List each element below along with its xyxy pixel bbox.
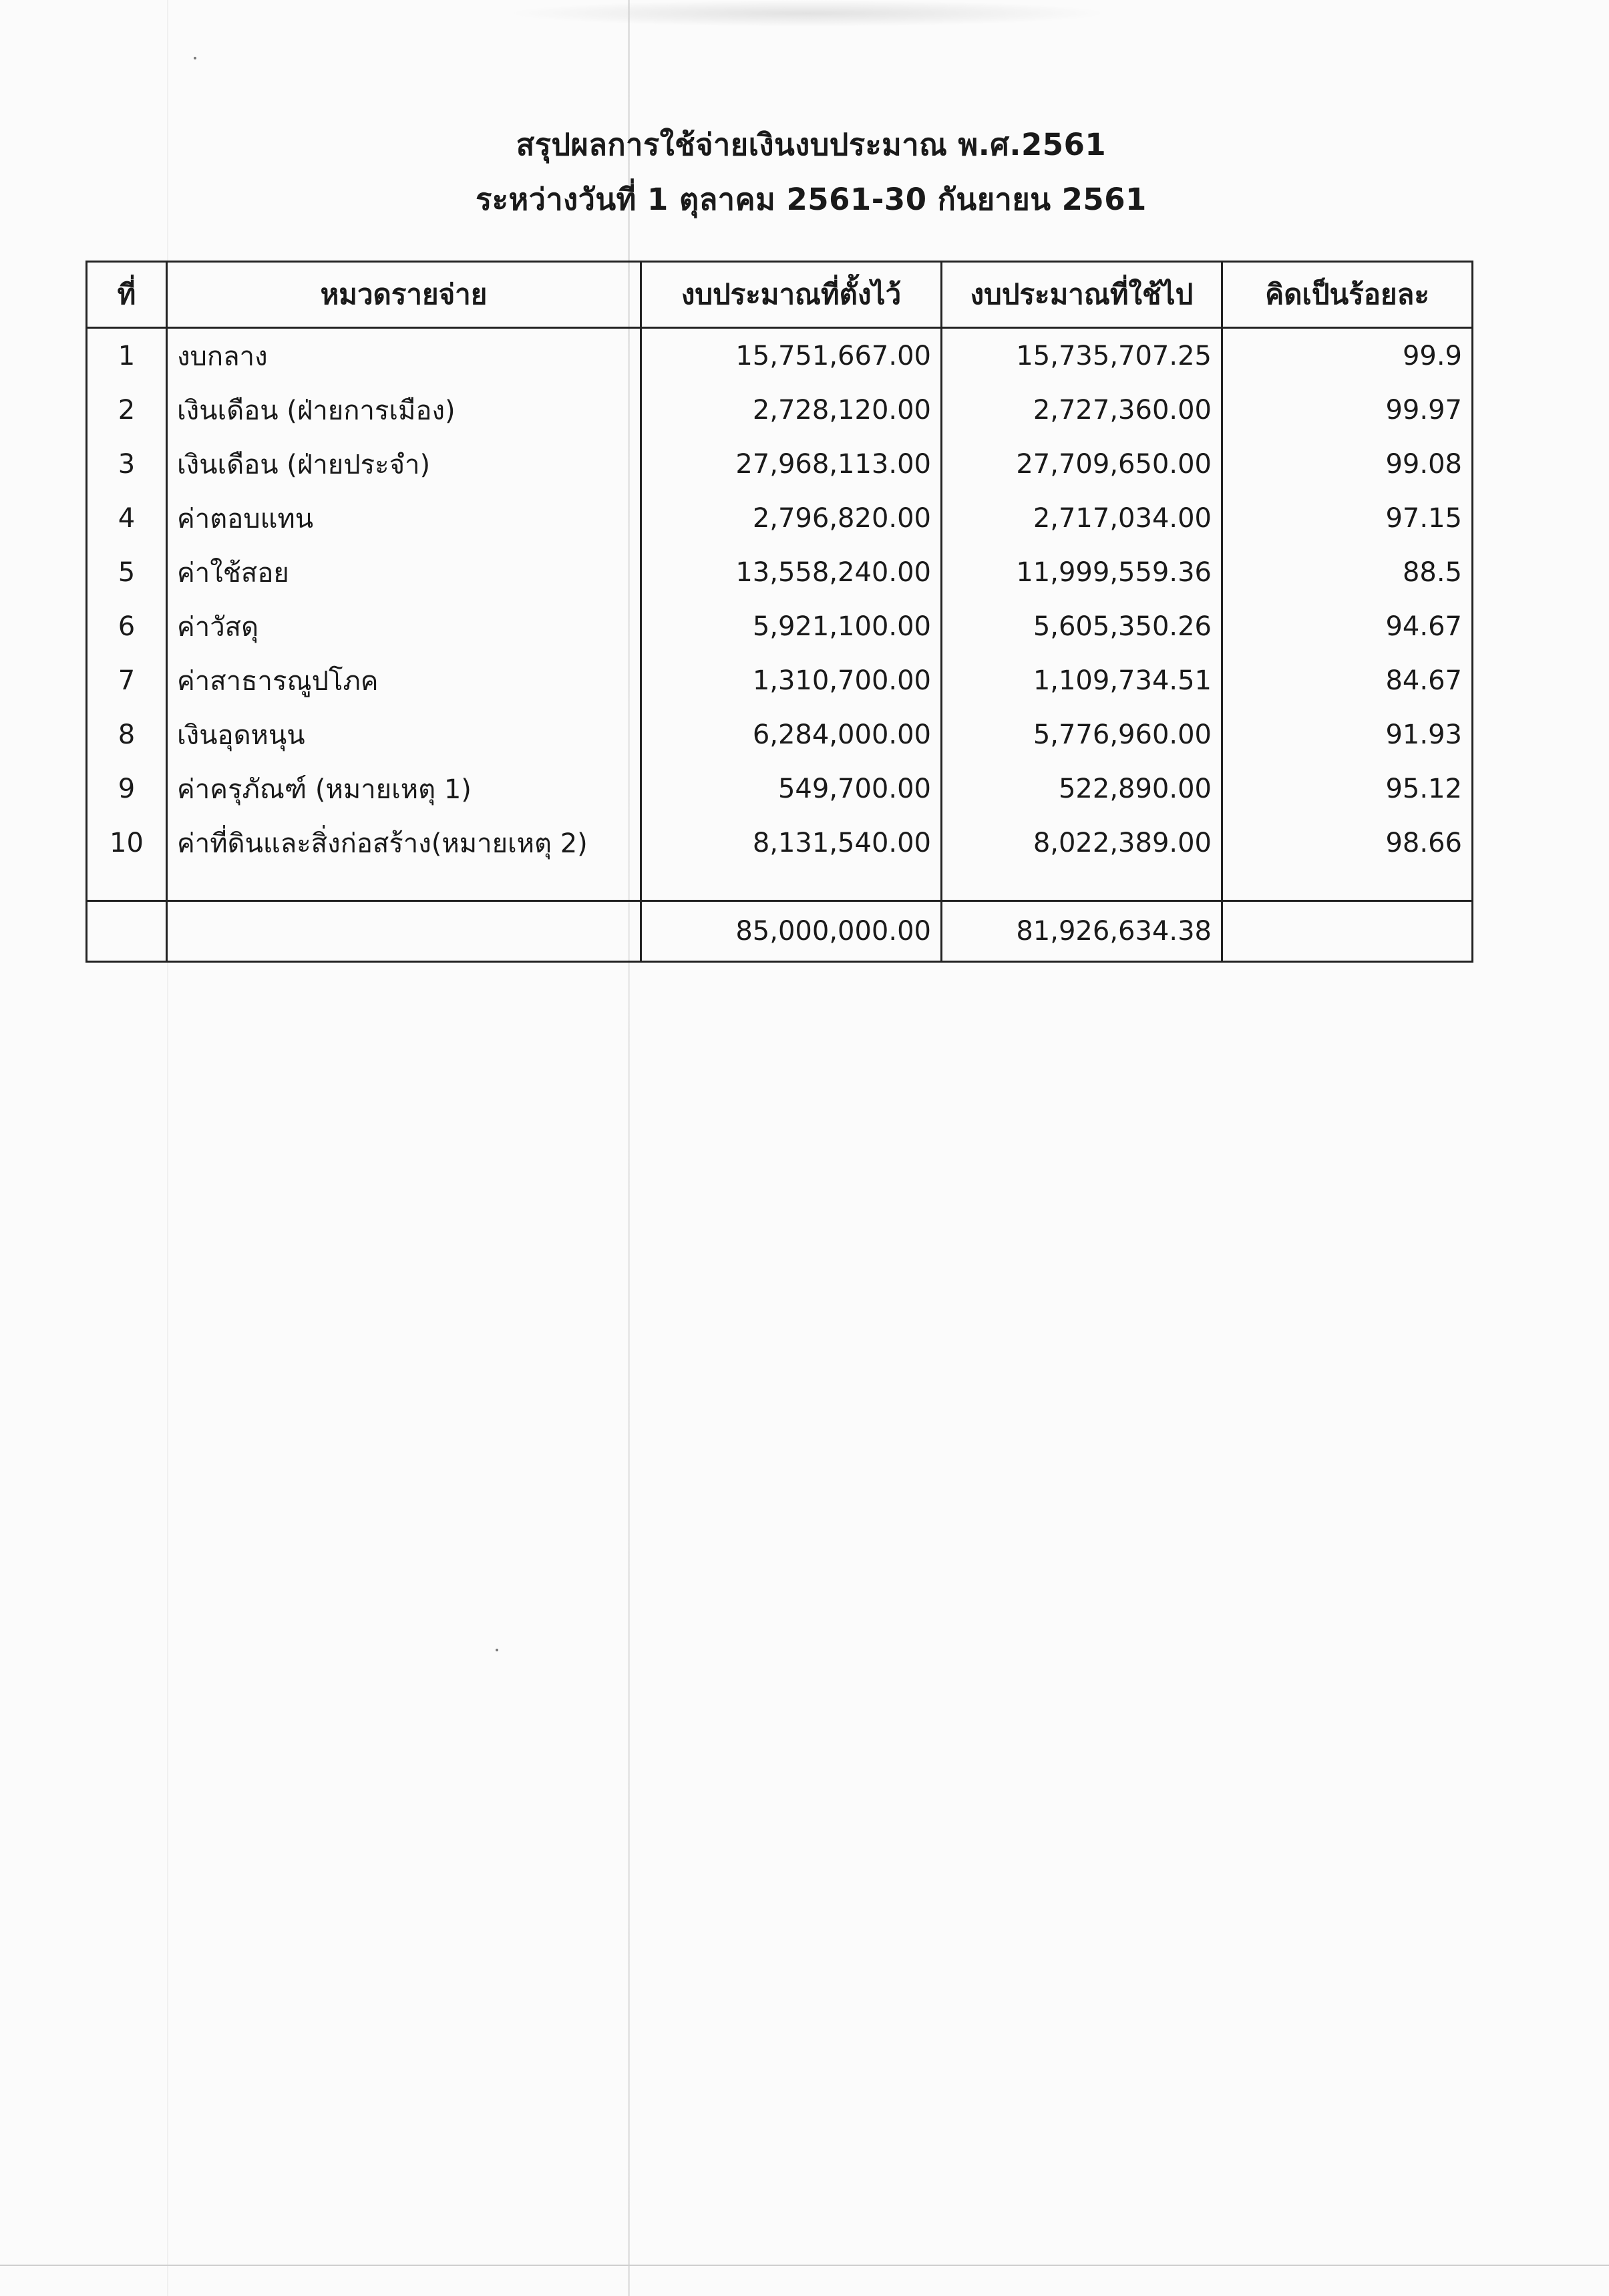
row-spent: 11,999,559.36: [942, 545, 1222, 599]
spacer-cell: [87, 870, 167, 901]
scan-speck: [194, 57, 196, 59]
row-allocated: 8,131,540.00: [641, 816, 942, 870]
row-allocated: 549,700.00: [641, 762, 942, 816]
scan-smudge: [508, 0, 1109, 27]
row-percent: 88.5: [1222, 545, 1473, 599]
table-row: [87, 707, 1473, 762]
table-row: [87, 491, 1473, 545]
row-percent: 99.9: [1222, 328, 1473, 383]
row-category: งบกลาง: [167, 328, 641, 383]
row-spent: 27,709,650.00: [942, 437, 1222, 491]
row-no: 4: [87, 491, 167, 545]
spacer-cell: [641, 870, 942, 901]
table-total-row: [87, 901, 1473, 962]
row-no: 9: [87, 762, 167, 816]
document-subtitle: ระหว่างวันที่ 1 ตุลาคม 2561-30 กันยายน 2561: [476, 182, 1147, 217]
row-spent: 2,727,360.00: [942, 383, 1222, 437]
table-row: [87, 328, 1473, 383]
row-allocated: 5,921,100.00: [641, 599, 942, 653]
table-row: [87, 599, 1473, 653]
row-allocated: 13,558,240.00: [641, 545, 942, 599]
row-category: ค่าวัสดุ: [167, 599, 641, 653]
row-no: 2: [87, 383, 167, 437]
row-spent: 15,735,707.25: [942, 328, 1222, 383]
budget-summary-table: [85, 261, 1473, 963]
scan-speck: [496, 1649, 498, 1651]
header-allocated: งบประมาณที่ตั้งไว้: [641, 262, 942, 328]
row-percent: 94.67: [1222, 599, 1473, 653]
document-title: สรุปผลการใช้จ่ายเงินงบประมาณ พ.ศ.2561: [516, 127, 1107, 162]
row-spent: 5,605,350.26: [942, 599, 1222, 653]
header-category: หมวดรายจ่าย: [167, 262, 641, 328]
table-row: [87, 653, 1473, 707]
row-allocated: 2,796,820.00: [641, 491, 942, 545]
scan-bottom-edge: [0, 2265, 1609, 2266]
row-percent: 91.93: [1222, 707, 1473, 762]
row-category: ค่าสาธารณูปโภค: [167, 653, 641, 707]
header-percent: คิดเป็นร้อยละ: [1222, 262, 1473, 328]
row-no: 7: [87, 653, 167, 707]
table-header-row: [87, 262, 1473, 328]
row-percent: 84.67: [1222, 653, 1473, 707]
row-allocated: 6,284,000.00: [641, 707, 942, 762]
row-no: 10: [87, 816, 167, 870]
total-no-cell: [87, 901, 167, 962]
row-percent: 99.97: [1222, 383, 1473, 437]
total-percent-cell: [1222, 901, 1473, 962]
row-percent: 99.08: [1222, 437, 1473, 491]
row-allocated: 15,751,667.00: [641, 328, 942, 383]
row-category: ค่าครุภัณฑ์ (หมายเหตุ 1): [167, 762, 641, 816]
spacer-cell: [1222, 870, 1473, 901]
row-category: เงินอุดหนุน: [167, 707, 641, 762]
row-category: ค่าที่ดินและสิ่งก่อสร้าง(หมายเหตุ 2): [167, 816, 641, 870]
table-row: [87, 545, 1473, 599]
row-no: 6: [87, 599, 167, 653]
row-spent: 8,022,389.00: [942, 816, 1222, 870]
row-category: ค่าตอบแทน: [167, 491, 641, 545]
row-category: ค่าใช้สอย: [167, 545, 641, 599]
header-no: ที่: [87, 262, 167, 328]
row-no: 8: [87, 707, 167, 762]
total-allocated: 85,000,000.00: [641, 901, 942, 962]
spacer-cell: [942, 870, 1222, 901]
row-category: เงินเดือน (ฝ่ายการเมือง): [167, 383, 641, 437]
row-allocated: 2,728,120.00: [641, 383, 942, 437]
row-allocated: 1,310,700.00: [641, 653, 942, 707]
row-no: 5: [87, 545, 167, 599]
total-spent: 81,926,634.38: [942, 901, 1222, 962]
row-percent: 95.12: [1222, 762, 1473, 816]
table-row: [87, 762, 1473, 816]
spacer-cell: [167, 870, 641, 901]
row-no: 3: [87, 437, 167, 491]
header-spent: งบประมาณที่ใช้ไป: [942, 262, 1222, 328]
table-row: [87, 383, 1473, 437]
total-category-cell: [167, 901, 641, 962]
row-spent: 522,890.00: [942, 762, 1222, 816]
table-row: [87, 437, 1473, 491]
row-no: 1: [87, 328, 167, 383]
row-spent: 2,717,034.00: [942, 491, 1222, 545]
row-percent: 97.15: [1222, 491, 1473, 545]
row-category: เงินเดือน (ฝ่ายประจำ): [167, 437, 641, 491]
table-row: [87, 816, 1473, 870]
table-spacer-row: [87, 870, 1473, 901]
row-percent: 98.66: [1222, 816, 1473, 870]
row-spent: 5,776,960.00: [942, 707, 1222, 762]
row-spent: 1,109,734.51: [942, 653, 1222, 707]
row-allocated: 27,968,113.00: [641, 437, 942, 491]
